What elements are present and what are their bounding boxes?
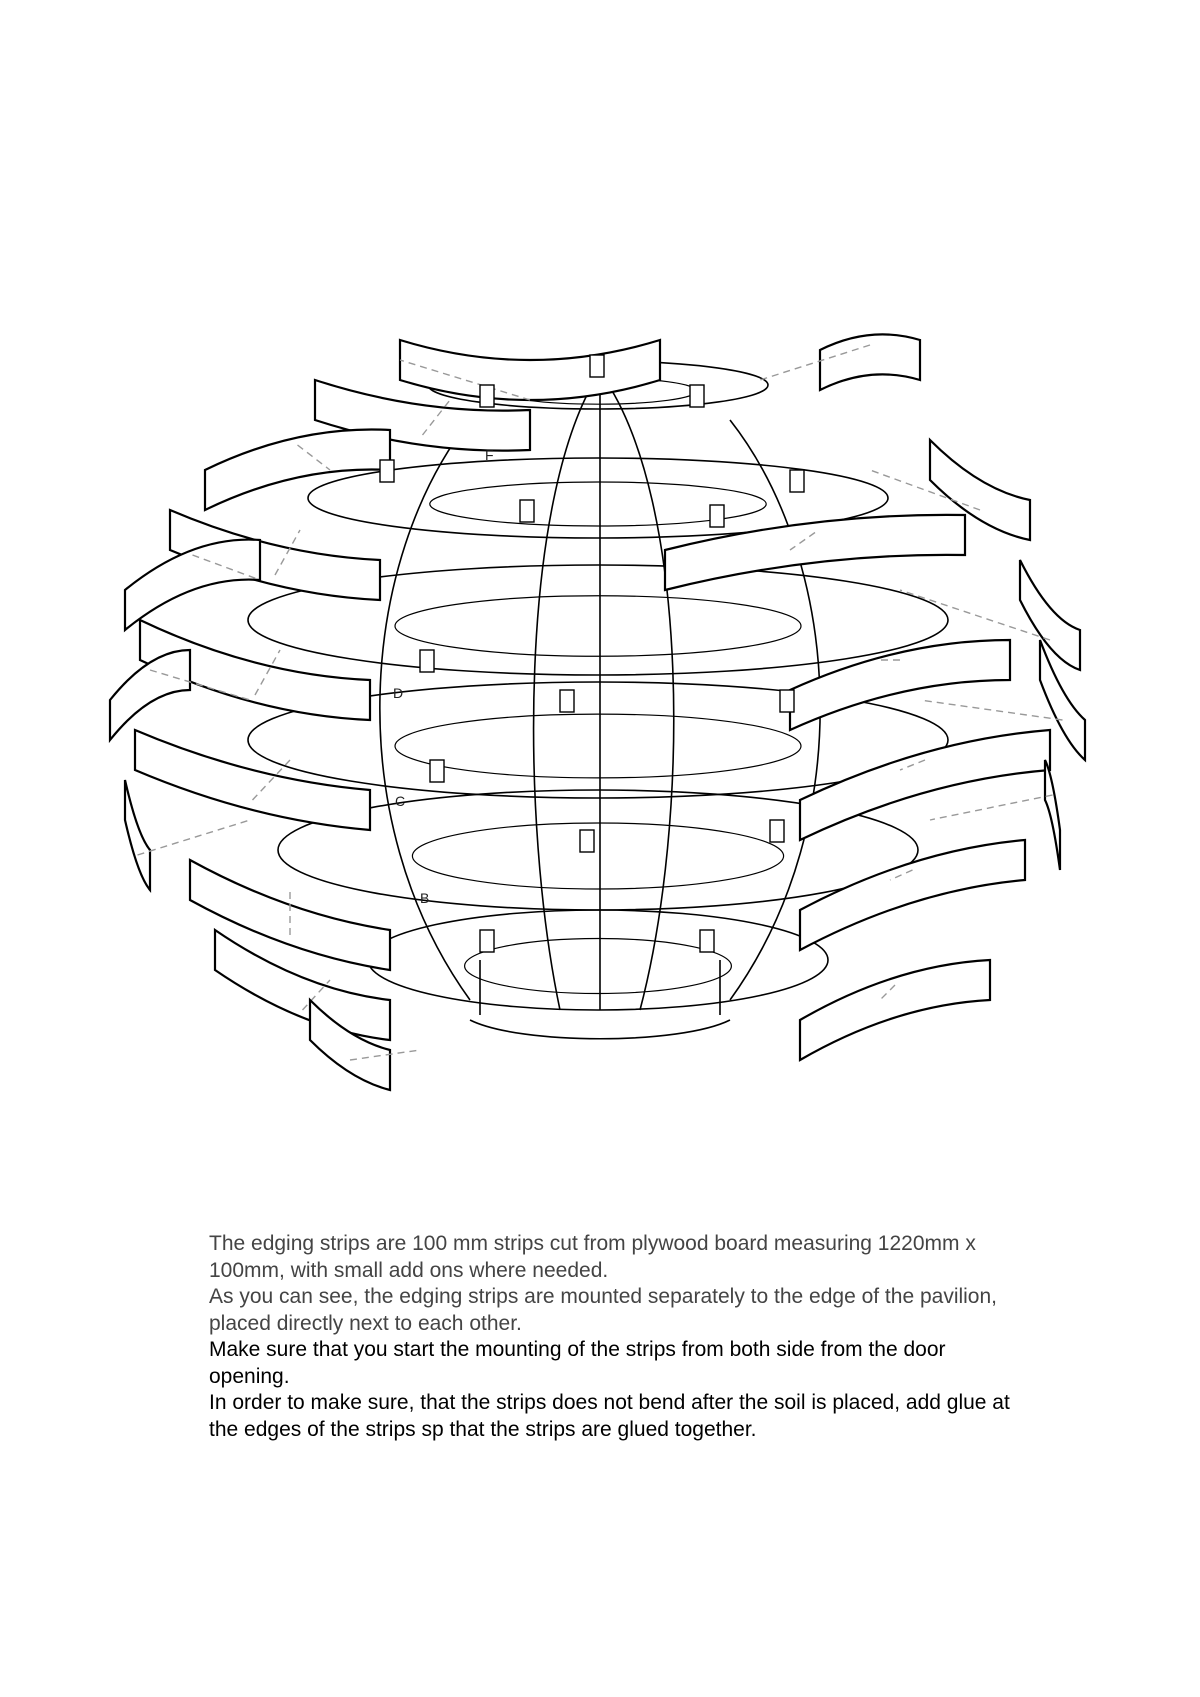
instruction-strip-dimensions: The edging strips are 100 mm strips cut from plywood board measuring 1220mm x 100mm, with small add ons where needed. <box>209 1232 976 1282</box>
instruction-text <box>209 1231 1029 1443</box>
connector-tab <box>420 650 434 672</box>
edging-strip <box>135 730 370 830</box>
edging-strip <box>1045 760 1060 870</box>
instruction-mounting-order: Make sure that you start the mounting of the strips from both side from the door opening. <box>209 1338 946 1388</box>
connector-tab <box>700 930 714 952</box>
instruction-glue: In order to make sure, that the strips does not bend after the soil is placed, add glue at the edges of the strips sp that the strips are glued together. <box>209 1391 1010 1441</box>
edging-strip <box>125 780 150 890</box>
edging-strip <box>1020 560 1080 670</box>
rib-center-right <box>602 375 674 1010</box>
edging-strip <box>110 650 190 740</box>
part-label-c: C <box>395 793 406 809</box>
edging-strip <box>800 730 1050 840</box>
vertical-ribs <box>380 375 820 1039</box>
part-label-b: B <box>420 890 430 906</box>
edging-strip <box>205 430 390 511</box>
floor-ring-opening <box>395 596 801 657</box>
connector-tab <box>690 385 704 407</box>
rib-left <box>380 420 470 1000</box>
connector-tab <box>480 385 494 407</box>
floor-ring-opening <box>395 714 801 778</box>
part-label-d: D <box>393 685 404 701</box>
connector-tab <box>480 930 494 952</box>
floor-ring <box>368 910 828 1010</box>
assembly-guide-line <box>138 820 251 855</box>
floor-ring-opening <box>465 939 732 994</box>
connector-tab <box>780 690 794 712</box>
edging-strip <box>800 960 990 1060</box>
edging-strips <box>110 334 1085 1090</box>
connector-tab <box>770 820 784 842</box>
connector-tab <box>790 470 804 492</box>
connector-tab <box>380 460 394 482</box>
part-label-f: F <box>485 447 494 463</box>
connector-tab <box>590 355 604 377</box>
base-plate <box>470 1020 730 1039</box>
connector-tab <box>520 500 534 522</box>
connector-tab <box>710 505 724 527</box>
assembly-guide-line <box>930 795 1053 820</box>
edging-strip <box>820 334 920 390</box>
connector-tab <box>580 830 594 852</box>
floor-ring-opening <box>412 823 783 889</box>
edging-strip <box>790 640 1010 730</box>
edging-strip <box>800 840 1025 950</box>
edging-strip <box>125 540 260 630</box>
assembly-guide-line <box>920 700 1063 720</box>
connector-tab <box>560 690 574 712</box>
instruction-mounting-position: As you can see, the edging strips are mounted separately to the edge of the pavilion, placed directly next to each other. <box>209 1285 998 1335</box>
connector-tab <box>430 760 444 782</box>
edging-strip <box>400 340 660 400</box>
